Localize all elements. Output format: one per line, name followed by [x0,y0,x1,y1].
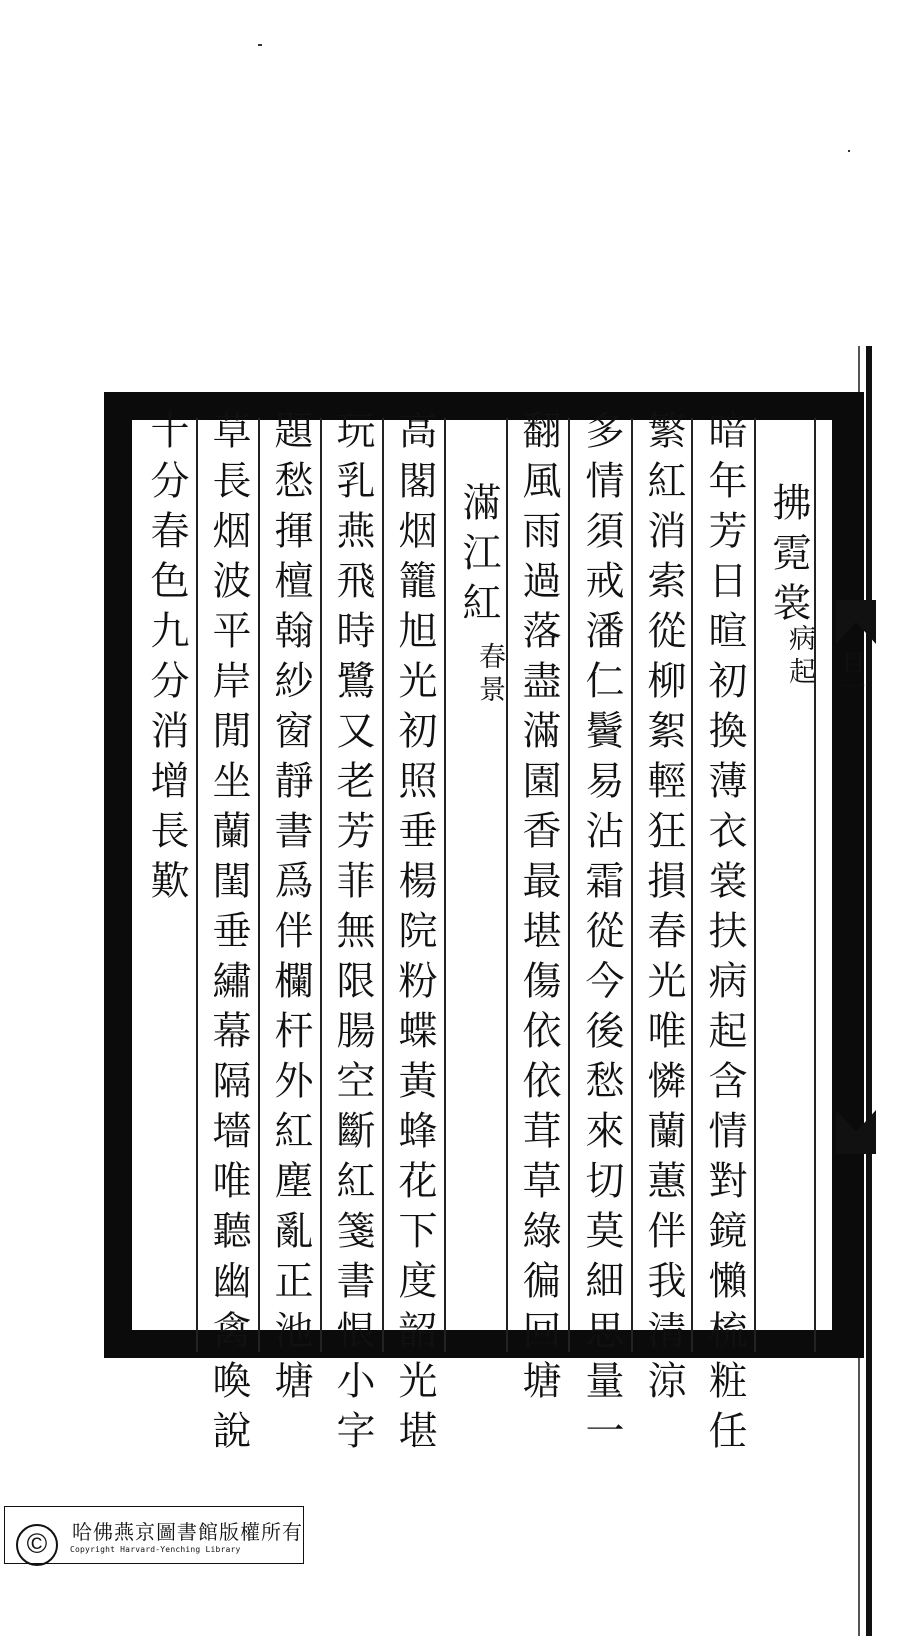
poem-line: 翻風雨過落盡滿園香最堪傷依依茸草綠徧回塘 [516,410,561,1410]
text-column [633,410,693,1410]
copyright-text-chinese: 哈佛燕京圖書館版權所有 [72,1520,303,1544]
poem-subtitle: 春景 [474,642,505,708]
text-column [136,410,196,1350]
poem-title: 拂霓裳 [766,482,811,632]
scan-speck [848,150,850,152]
fishtail-mark-top [836,600,876,644]
poem-line: 玩乳燕飛時鷺又老芳菲無限腸空斷紅箋書恨小字 [330,410,375,1460]
copyright-text-english: Copyright Harvard-Yenching Library [70,1545,241,1554]
poem-line-continued: 紗窗靜書爲伴欄杆外紅塵亂正池塘 [268,660,313,1410]
poem-line: 繁紅消索從柳絮輕狂損春光唯憐蘭蕙伴我清涼 [641,410,686,1410]
text-column [571,410,631,1460]
column-rule [568,418,570,1352]
poem-title: 滿江紅 [456,482,501,632]
scan-speck [258,44,262,46]
poem-line: 暗年芳日暄初換薄衣裳扶病起含情對鏡懶梳粧任 [702,410,747,1460]
text-column [508,410,568,1410]
poem-line: 草長烟波平岸閒坐蘭閨垂繡幕隔墻唯聽幽禽喚說 [206,410,251,1460]
text-column [322,410,382,1460]
poem-subtitle: 病起 [784,624,815,690]
text-column [756,420,816,1350]
poem-line: 十分春色九分消增長歎 [144,410,189,910]
fishtail-mark-bottom [836,1110,876,1154]
poem-line: 高閣烟籠旭光初照垂楊院粉蝶黃蜂花下度韶光堪 [392,410,437,1460]
page-edge [866,346,872,1636]
text-column [260,410,320,1410]
banxin-label: 目一 [837,650,865,698]
text-column [446,420,506,1350]
poem-line: 題愁揮檀翰 [268,410,313,660]
text-column [198,410,258,1460]
text-column [694,410,754,1460]
copyright-symbol: © [16,1524,58,1566]
text-column [384,410,444,1460]
poem-line: 多情須戒潘仁鬢易沾霜從今後愁來切莫細思量一 [579,410,624,1460]
